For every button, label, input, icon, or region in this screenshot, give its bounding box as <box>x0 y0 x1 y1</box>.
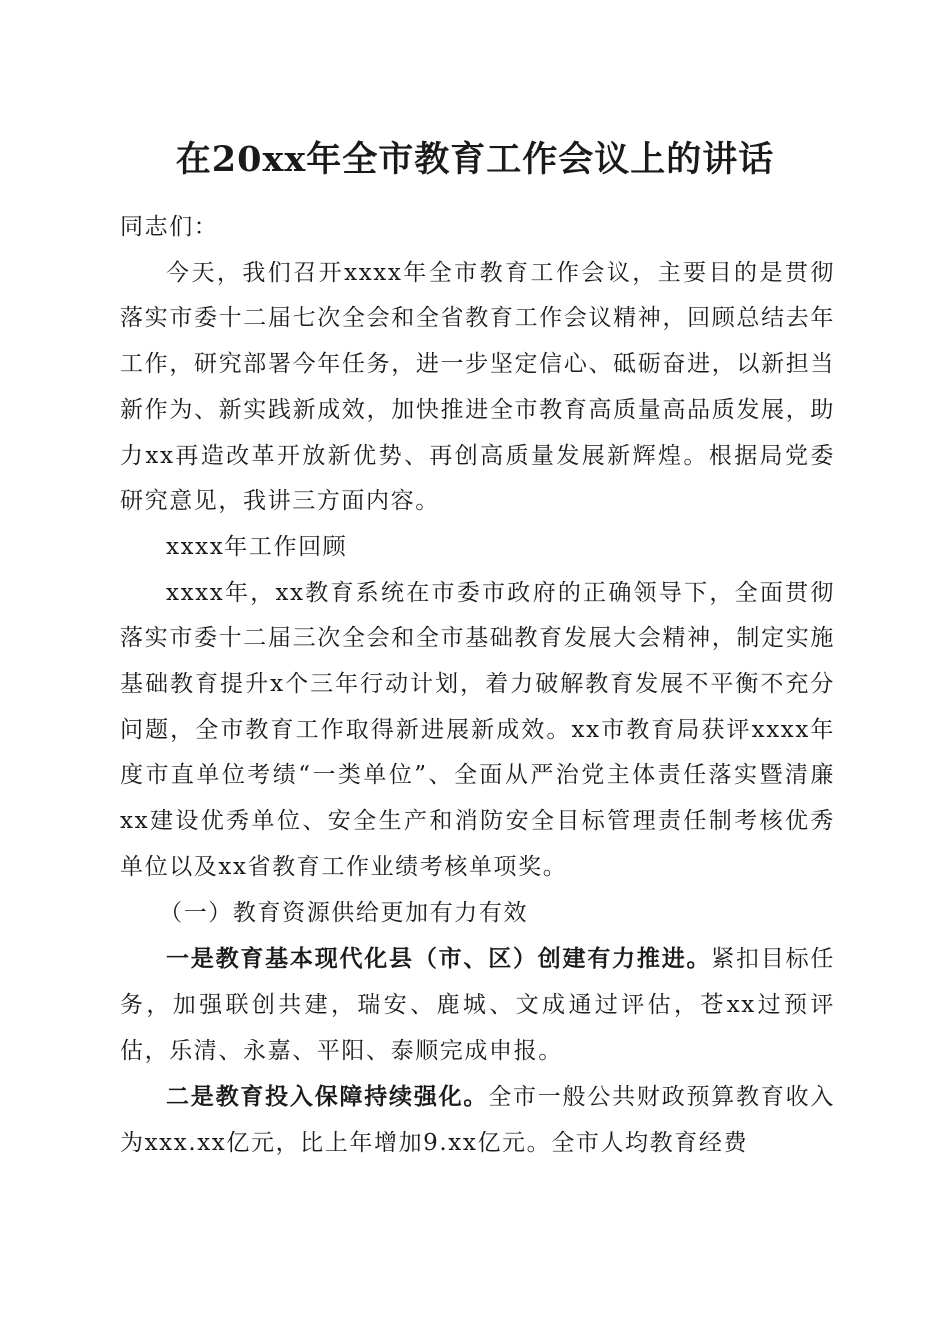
section-heading: xxxx年工作回顾 <box>166 533 348 560</box>
subheading: （一）教育资源供给更加有力有效 <box>159 899 529 926</box>
item-body-2: 全市一般公共财政预算教育收入为xxx.xx亿元，比上年增加9.xx亿元。全市人均教育经费 <box>120 1084 835 1157</box>
item-lead-2: 二是教育投入保障持续强化。 <box>166 1083 489 1111</box>
item-paragraph-1 <box>120 936 835 1074</box>
document-title: 在20xx年全市教育工作会议上的讲话 <box>175 139 775 180</box>
document-body <box>120 205 835 1167</box>
intro-paragraph: 今天，我们召开xxxx年全市教育工作会议，主要目的是贯彻落实市委十二届七次全会和全省教育工作会议精神，回顾总结去年工作，研究部署今年任务，进一步坚定信心、砥砺奋进，以新担当新作为、新实践新成效，加快推进全市教育高质量高品质发展，助力xx再造改革开放新优势、再创高质量发展新辉煌。根据局党委研究意见，我讲三方面内容。 <box>120 259 835 515</box>
review-paragraph: xxxx年，xx教育系统在市委市政府的正确领导下，全面贯彻落实市委十二届三次全会和全市基础教育发展大会精神，制定实施基础教育提升x个三年行动计划，着力破解教育发展不平衡不充分问题，全市教育工作取得新进展新成效。xx市教育局获评xxxx年度市直单位考绩“一类单位”、全面从严治党主体责任落实暨清廉xx建设优秀单位、安全生产和消防安全目标管理责任制考核优秀单位以及xx省教育工作业绩考核单项奖。 <box>120 579 835 880</box>
item-body-1: 紧扣目标任务，加强联创共建，瑞安、鹿城、文成通过评估，苍xx过预评估，乐清、永嘉、平阳、泰顺完成申报。 <box>120 946 836 1064</box>
salutation: 同志们： <box>120 214 219 240</box>
item-lead-1: 一是教育基本现代化县（市、区）创建有力推进。 <box>166 945 712 973</box>
item-paragraph-2 <box>120 1074 835 1166</box>
